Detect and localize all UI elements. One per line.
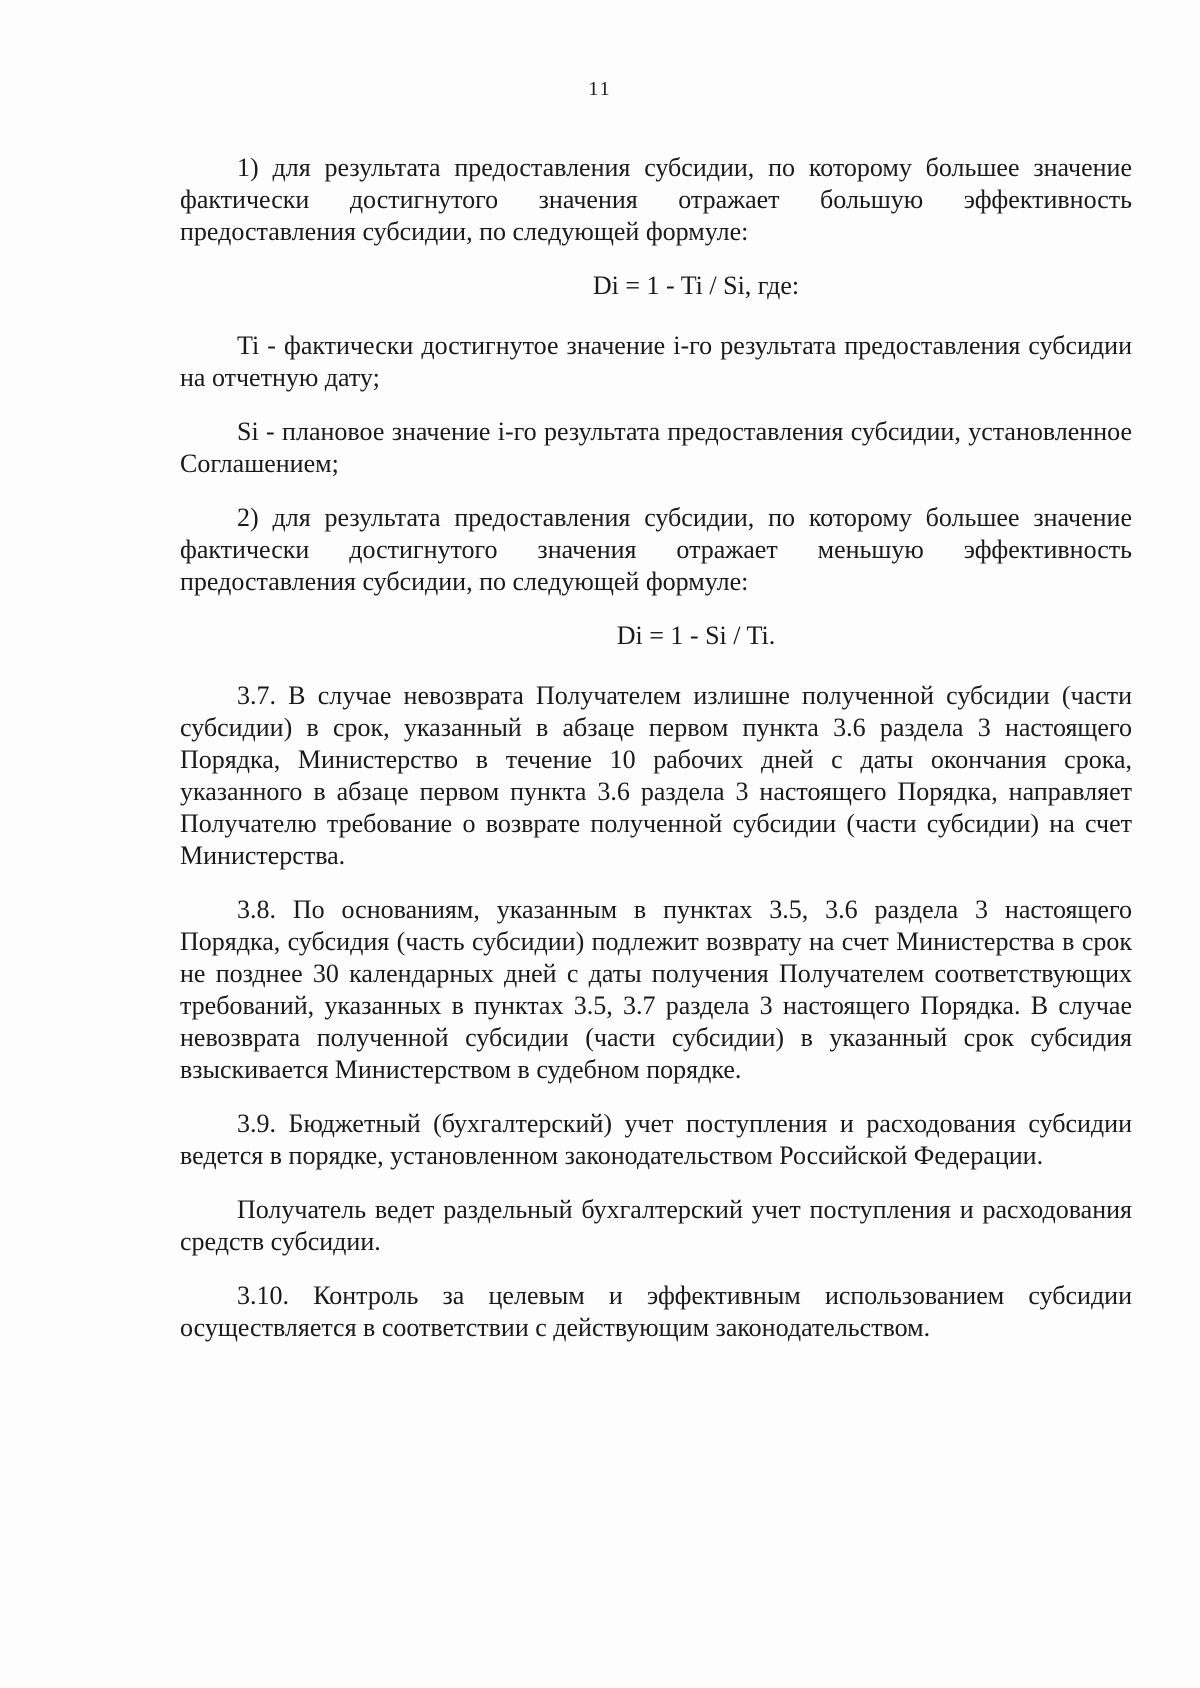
paragraph-3-7: 3.7. В случае невозврата Получателем излишне полученной субсидии (части субсидии) в срок, указанный в абзаце первом пункта 3.6 раздела 3 настоящего Порядка, Министерство в течение 10 рабочих дней с даты окончания срока, указанного в абзаце первом пункта 3.6 раздела 3 настоящего Порядка, направляет Получателю требование о возврате полученной субсидии (части субсидии) на счет Министерства. [180,681,1132,870]
paragraph-3-8: 3.8. По основаниям, указанным в пунктах 3.5, 3.6 раздела 3 настоящего Порядка, субсидия (часть субсидии) подлежит возврату на счет Министерства в срок не позднее 30 календарных дней с даты получения Получателем соответствующих требований, указанных в пунктах 3.5, 3.7 раздела 3 настоящего Порядка. В случае невозврата полученной субсидии (части субсидии) в указанный срок субсидия взыскивается Министерством в судебном порядке. [180,895,1132,1084]
paragraph-ti-definition: Ti - фактически достигнутое значение i-го результата предоставления субсидии на отчетную дату; [180,331,1132,392]
paragraph-3-9: 3.9. Бюджетный (бухгалтерский) учет поступления и расходования субсидии ведется в порядке, установленном законодательством Российской Федерации. [180,1109,1132,1170]
formula-1: Di = 1 - Ti / Si, где: [592,271,800,300]
paragraph-3-10: 3.10. Контроль за целевым и эффективным использованием субсидии осуществляется в соответствии с действующим законодательством. [180,1281,1132,1342]
document-body [180,152,1132,1366]
paragraph-separate-accounting: Получатель ведет раздельный бухгалтерский учет поступления и расходования средств субсидии. [180,1195,1132,1256]
paragraph-formula-1-intro: 1) для результата предоставления субсидии, по которому большее значение фактически достигнутого значения отражает большую эффективность предоставления субсидии, по следующей формуле: [180,153,1132,246]
paragraph-formula-2-intro: 2) для результата предоставления субсидии, по которому большее значение фактически достигнутого значения отражает меньшую эффективность предоставления субсидии, по следующей формуле: [180,503,1132,596]
formula-2: Di = 1 - Si / Ti. [616,621,776,650]
page-number: 11 [588,78,612,100]
paragraph-si-definition: Si - плановое значение i-го результата предоставления субсидии, установленное Соглашением; [180,417,1132,478]
